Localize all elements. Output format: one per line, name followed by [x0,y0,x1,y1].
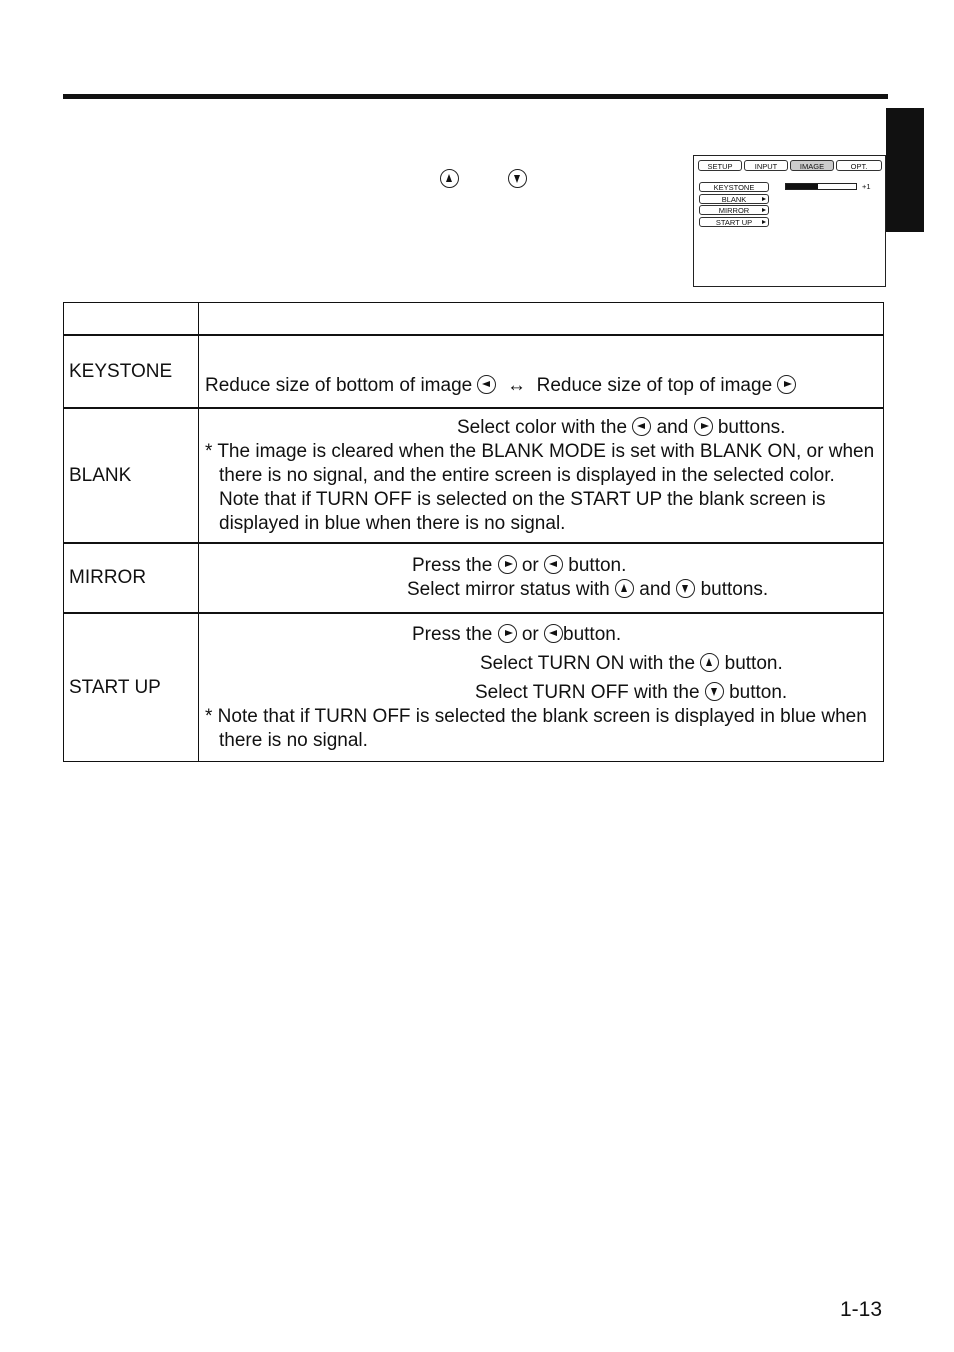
item-description: Reduce size of bottom of image ↔ Reduce size of top of image [199,335,884,408]
submenu-arrow-icon [762,220,766,224]
double-arrow-icon: ↔ [501,374,532,396]
header-item-cell [64,303,199,336]
osd-item-startup[interactable]: START UP [699,217,769,227]
image-menu-table [63,302,884,762]
submenu-arrow-icon [762,197,766,201]
header-arrow-buttons [440,169,540,193]
right-arrow-icon [777,375,796,394]
table-row-blank [64,408,884,543]
header-desc-cell [199,303,884,336]
osd-item-mirror[interactable]: MIRROR [699,205,769,215]
osd-item-blank[interactable]: BLANK [699,194,769,204]
osd-menu-screen [693,155,886,287]
left-arrow-icon [477,375,496,394]
osd-tab-input[interactable]: INPUT [744,160,788,171]
right-arrow-icon [694,417,713,436]
osd-tab-opt[interactable]: OPT. [836,160,882,171]
top-rule [63,94,888,99]
down-arrow-icon [705,682,724,701]
item-label: MIRROR [64,543,199,613]
item-label: BLANK [64,408,199,543]
down-arrow-icon [676,579,695,598]
left-arrow-icon [632,417,651,436]
page-number: 1-13 [840,1298,883,1321]
right-arrow-icon [498,555,517,574]
side-language-tab [886,108,924,232]
table-row-mirror [64,543,884,613]
keystone-level-fill [786,184,818,189]
table-row-startup [64,613,884,762]
osd-tab-setup[interactable]: SETUP [698,160,742,171]
keystone-value: +1 [862,182,871,191]
up-arrow-icon [440,169,459,188]
down-arrow-icon [508,169,527,188]
left-arrow-icon [544,555,563,574]
keystone-level-bar[interactable] [785,183,857,190]
osd-item-keystone[interactable]: KEYSTONE [699,182,769,192]
osd-tabs [698,160,882,172]
submenu-arrow-icon [762,208,766,212]
osd-item-list [699,182,769,228]
item-description: Select color with the and buttons. * The image is cleared when the BLANK MODE is set with BLANK ON, or when there is no signal, and the entire screen is displayed in the selected color. Note that if TURN OFF is selected on the START UP the blank screen is displayed in blue when there is no signal. [199,408,884,543]
left-arrow-icon [544,624,563,643]
item-label: KEYSTONE [64,335,199,408]
item-description: Press the or button. Select mirror status with and buttons. [199,543,884,613]
item-label: START UP [64,613,199,762]
table-header-row [64,303,884,336]
table-row-keystone [64,335,884,408]
osd-tab-image[interactable]: IMAGE [790,160,834,171]
right-arrow-icon [498,624,517,643]
item-description: Press the or button. Select TURN ON with the button. Select TURN OFF with the button. * Note that if TURN OFF is selected the blank screen is displayed in blue when there is no signal. [199,613,884,762]
up-arrow-icon [615,579,634,598]
up-arrow-icon [700,653,719,672]
